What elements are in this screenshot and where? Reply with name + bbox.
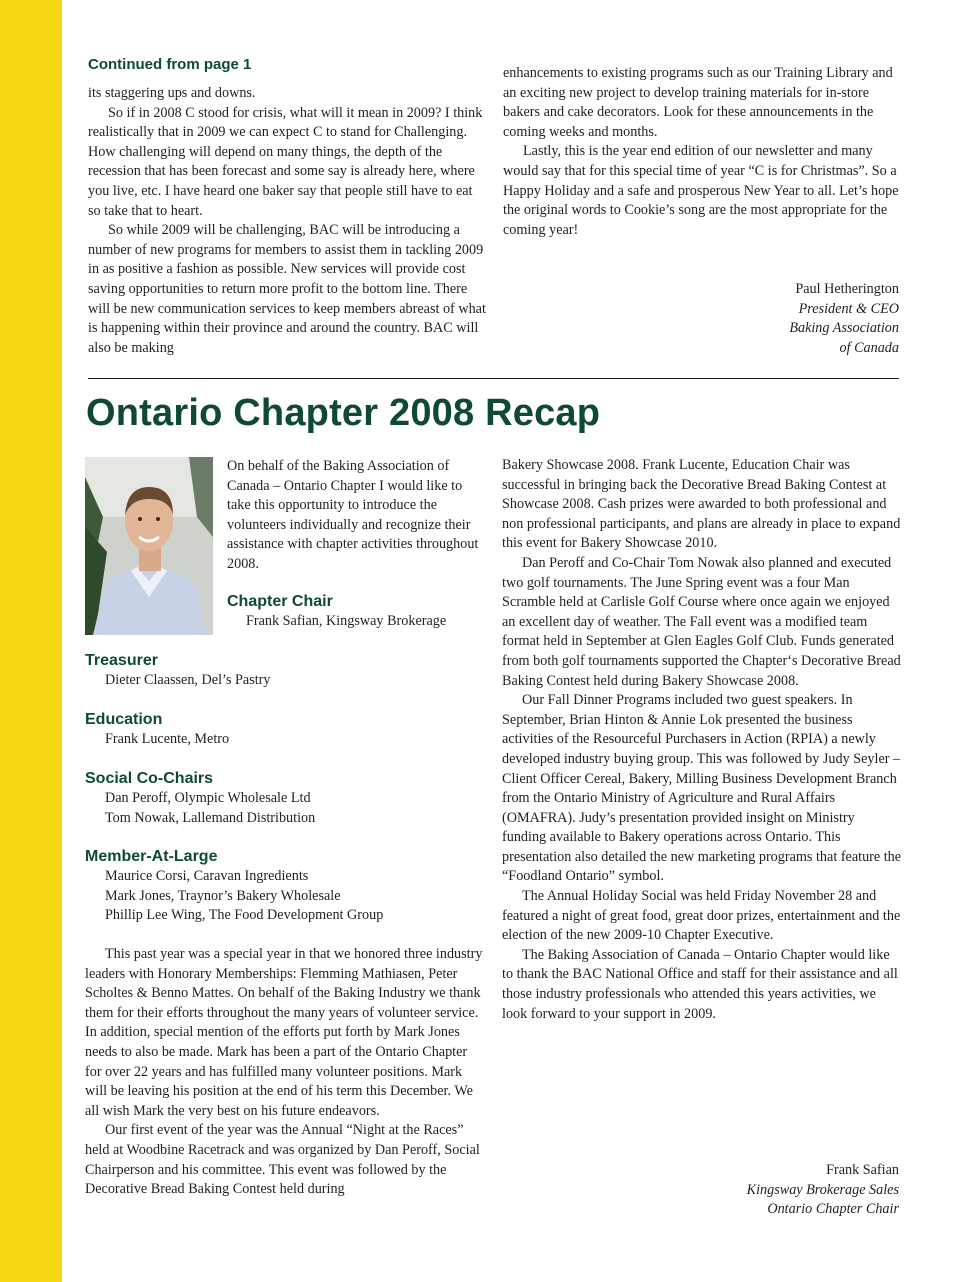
role-heading: Social Co-Chairs: [85, 770, 214, 787]
role-member: Phillip Lee Wing, The Food Development Group: [105, 907, 384, 924]
signature-title: Ontario Chapter Chair: [767, 1201, 899, 1218]
article-paragraph: The Baking Association of Canada – Ontario Chapter would like to thank the BAC National Office and staff for their assistance and all those industry professionals who attended this years activities, we look forward to your support in 2009.: [502, 946, 898, 1022]
role-block: [85, 847, 485, 926]
portrait-photo-icon: [85, 457, 213, 635]
role-member: Frank Lucente, Metro: [105, 731, 230, 747]
role-heading: Treasurer: [85, 652, 158, 669]
yellow-side-bar: [0, 0, 62, 1282]
role-block: [85, 769, 485, 847]
intro-paragraph: On behalf of the Baking Association of Canada – Ontario Chapter I would like to take this opportunity to introduce the volunteers individually and recognize their assistance with chapter activities throughout 2008.: [227, 458, 479, 572]
role-block: [85, 710, 485, 769]
article-paragraph: Our Fall Dinner Programs included two guest speakers. In September, Brian Hinton & Annie Lok presented the business activities of the Resourceful Purchasers in Action (RPIA) a newly developed industry buying group. This was followed by Judy Seyler – Client Officer Cereal, Bakery, Milling Business Development Branch from the Ontario Ministry of Agriculture and Rural Affairs (OMAFRA). Judy’s presentation provided insight on Ministry funding available to Bakery operations across Ontario. This presentation also detailed the new marketing programs that feature the “Foodland Ontario” symbol.: [502, 692, 902, 885]
article-title: Ontario Chapter 2008 Recap: [86, 392, 601, 434]
letter-right-column: [503, 64, 901, 240]
role-heading: Member-At-Large: [85, 848, 218, 865]
article-paragraph: This past year was a special year in that we honored three industry leaders with Honorary Memberships: Flemming Mathiasen, Peter Scholtes & Benno Mattes. On behalf of the Baking Industry we thank them for their efforts throughout the many years of volunteer service. In addition, special mention of the efforts put forth by Mark Jones needs to also be made. Mark has been a part of the Ontario Chapter for over 22 years and has fulfilled many volunteer positions. Mark will be leaving his position at the end of his term this December. We all wish Mark the very best on his future endeavors.: [85, 946, 483, 1119]
letter-paragraph: its staggering ups and downs.: [88, 85, 256, 101]
article-paragraph: Our first event of the year was the Annual “Night at the Races” held at Woodbine Racetrack and was organized by Dan Peroff, Social Chairperson and his committee. This event was followed by the Decorative Bread Baking Contest held during: [85, 1122, 480, 1198]
role-member: Frank Safian, Kingsway Brokerage: [246, 613, 447, 629]
continued-label: Continued from page 1: [88, 56, 252, 73]
role-member: Mark Jones, Traynor’s Bakery Wholesale: [105, 887, 341, 904]
letter-paragraph: So while 2009 will be challenging, BAC will be introducing a number of new programs for members to assist them in tackling 2009 in as positive a fashion as possible. New services will provide cost saving opportunities to return more profit to the bottom line. There will be new communication services to keep members abreast of what is happening within their province and around the country. BAC will also be making: [88, 222, 486, 356]
article-signature: [600, 1161, 899, 1220]
signature-name: Frank Safian: [826, 1162, 899, 1178]
role-heading: Education: [85, 711, 163, 728]
letter-paragraph: Lastly, this is the year end edition of our newsletter and many would say that for this special time of year “C is for Christmas”. So a Happy Holiday and a safe and prosperous New Year to all. Let’s hope the original words to Cookie’s song are the most appropriate for the coming year!: [503, 143, 899, 238]
letter-paragraph: enhancements to existing programs such as our Training Library and an exciting new project to develop training materials for in-store bakers and cake decorators. Look for these announcements in the coming weeks and months.: [503, 65, 893, 140]
article-intro: [227, 457, 479, 575]
article-paragraph: Dan Peroff and Co-Chair Tom Nowak also planned and executed two golf tournaments. The June Spring event was a four Man Scramble held at Carlisle Golf Course where once again we enjoyed an excellent day of weather. The Fall event was a modified team format held in September at Glen Eagles Golf Club. Funds generated from both golf tournaments supported the Chapter‘s Decorative Bread Baking Contest held during Bakery Showcase 2008.: [502, 554, 901, 689]
portrait-photo: [85, 457, 213, 635]
role-member: Tom Nowak, Lallemand Distribution: [105, 809, 316, 826]
article-left-body: [85, 945, 486, 1200]
role-member: Maurice Corsi, Caravan Ingredients: [105, 868, 309, 884]
role-heading: Chapter Chair: [227, 593, 333, 610]
letter-left-column: [88, 84, 486, 358]
section-divider: [88, 378, 899, 379]
article-paragraph: Bakery Showcase 2008. Frank Lucente, Education Chair was successful in bringing back the Decorative Bread Baking Contest at Showcase 2008. Cash prizes were awarded to both professional and non professional participants, and plans are already in place to expand this event for Bakery Showcase 2010.: [502, 457, 901, 552]
chapter-chair-block: [227, 592, 487, 632]
role-member: Dieter Claassen, Del’s Pastry: [105, 672, 271, 688]
signature-org-line1: Baking Association: [789, 320, 899, 337]
signature-name: Paul Hetherington: [795, 281, 899, 297]
article-paragraph: The Annual Holiday Social was held Friday November 28 and featured a night of great food, great door prizes, entertainment and the election of the new 2009-10 Chapter Executive.: [502, 888, 901, 944]
signature-title: President & CEO: [798, 300, 899, 317]
letter-signature: [600, 280, 899, 358]
letter-paragraph: So if in 2008 C stood for crisis, what will it mean in 2009? I think realistically that in 2009 we can expect C to stand for Challenging. How challenging will depend on many things, the depth of the recession that has been forecast and some say is already here, where you live, etc. I have heard one baker say that people still have to eat so take that to heart.: [88, 104, 483, 219]
article-right-body: [502, 456, 902, 1024]
signature-org-line2: of Canada: [839, 339, 899, 356]
roles-list: [85, 651, 485, 926]
signature-org: Kingsway Brokerage Sales: [746, 1181, 899, 1198]
role-member: Dan Peroff, Olympic Wholesale Ltd: [105, 790, 311, 806]
role-block: [85, 651, 485, 710]
